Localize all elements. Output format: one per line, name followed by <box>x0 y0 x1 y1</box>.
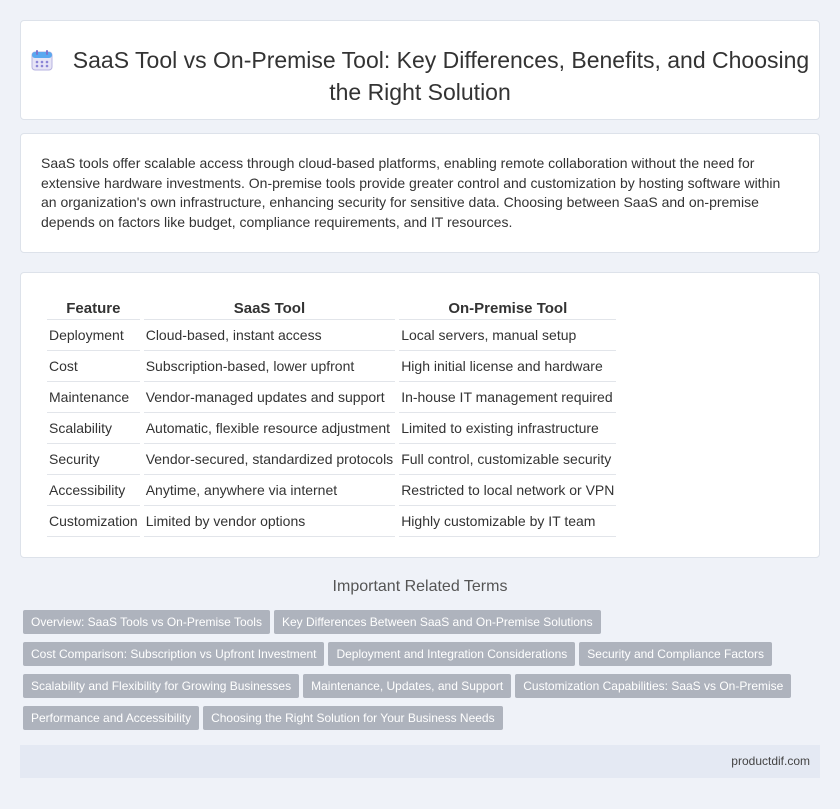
table-cell: In-house IT management required <box>399 382 616 413</box>
table-cell: Customization <box>47 506 140 537</box>
table-cell: Full control, customizable security <box>399 444 616 475</box>
column-header: On-Premise Tool <box>399 295 616 320</box>
table-cell: Limited to existing infrastructure <box>399 413 616 444</box>
related-term-tag[interactable]: Performance and Accessibility <box>23 706 199 730</box>
table-cell: Security <box>47 444 140 475</box>
table-row <box>47 444 616 475</box>
table-row <box>47 320 616 351</box>
related-term-tag[interactable]: Customization Capabilities: SaaS vs On-Premise <box>515 674 791 698</box>
related-term-tag[interactable]: Deployment and Integration Considerations <box>328 642 575 666</box>
table-row <box>47 506 616 537</box>
column-header: SaaS Tool <box>144 295 395 320</box>
table-cell: Accessibility <box>47 475 140 506</box>
table-cell: Cost <box>47 351 140 382</box>
related-term-tag[interactable]: Security and Compliance Factors <box>579 642 772 666</box>
table-cell: Deployment <box>47 320 140 351</box>
related-term-tag[interactable]: Maintenance, Updates, and Support <box>303 674 511 698</box>
table-cell: Maintenance <box>47 382 140 413</box>
table-cell: Local servers, manual setup <box>399 320 616 351</box>
table-row <box>47 382 616 413</box>
table-cell: Restricted to local network or VPN <box>399 475 616 506</box>
column-header: Feature <box>47 295 140 320</box>
related-terms-list <box>23 610 823 738</box>
table-row <box>47 413 616 444</box>
related-term-tag[interactable]: Scalability and Flexibility for Growing Businesses <box>23 674 299 698</box>
site-link[interactable]: productdif.com <box>731 754 810 768</box>
table-cell: Limited by vendor options <box>144 506 395 537</box>
related-term-tag[interactable]: Choosing the Right Solution for Your Business Needs <box>203 706 503 730</box>
table-cell: Scalability <box>47 413 140 444</box>
table-cell: High initial license and hardware <box>399 351 616 382</box>
table-cell: Vendor-managed updates and support <box>144 382 395 413</box>
related-term-tag[interactable]: Overview: SaaS Tools vs On-Premise Tools <box>23 610 270 634</box>
table-header-row <box>47 295 616 320</box>
calendar-icon <box>31 49 53 78</box>
related-term-tag[interactable]: Cost Comparison: Subscription vs Upfront Investment <box>23 642 324 666</box>
table-cell: Anytime, anywhere via internet <box>144 475 395 506</box>
related-terms-title: Important Related Terms <box>332 578 508 595</box>
header-card <box>20 20 820 120</box>
page-title-text: SaaS Tool vs On-Premise Tool: Key Differences, Benefits, and Choosing the Right Solution <box>72 47 810 105</box>
table-row <box>47 351 616 382</box>
table-cell: Cloud-based, instant access <box>144 320 395 351</box>
footer <box>20 745 820 778</box>
comparison-card <box>20 272 820 558</box>
table-cell: Vendor-secured, standardized protocols <box>144 444 395 475</box>
related-term-tag[interactable]: Key Differences Between SaaS and On-Premise Solutions <box>274 610 601 634</box>
intro-text: SaaS tools offer scalable access through cloud-based platforms, enabling remote collaboration without the need for extensive hardware investments. On-premise tools provide greater control and customization by hosting software within an organization's own infrastructure, enhancing security for sensitive data. Choosing between SaaS and on-premise depends on factors like budget, compliance requirements, and IT resources. <box>41 155 781 230</box>
page-title <box>21 21 819 107</box>
table-cell: Subscription-based, lower upfront <box>144 351 395 382</box>
table-cell: Highly customizable by IT team <box>399 506 616 537</box>
table-row <box>47 475 616 506</box>
comparison-table <box>43 295 620 537</box>
table-cell: Automatic, flexible resource adjustment <box>144 413 395 444</box>
intro-card <box>20 133 820 253</box>
